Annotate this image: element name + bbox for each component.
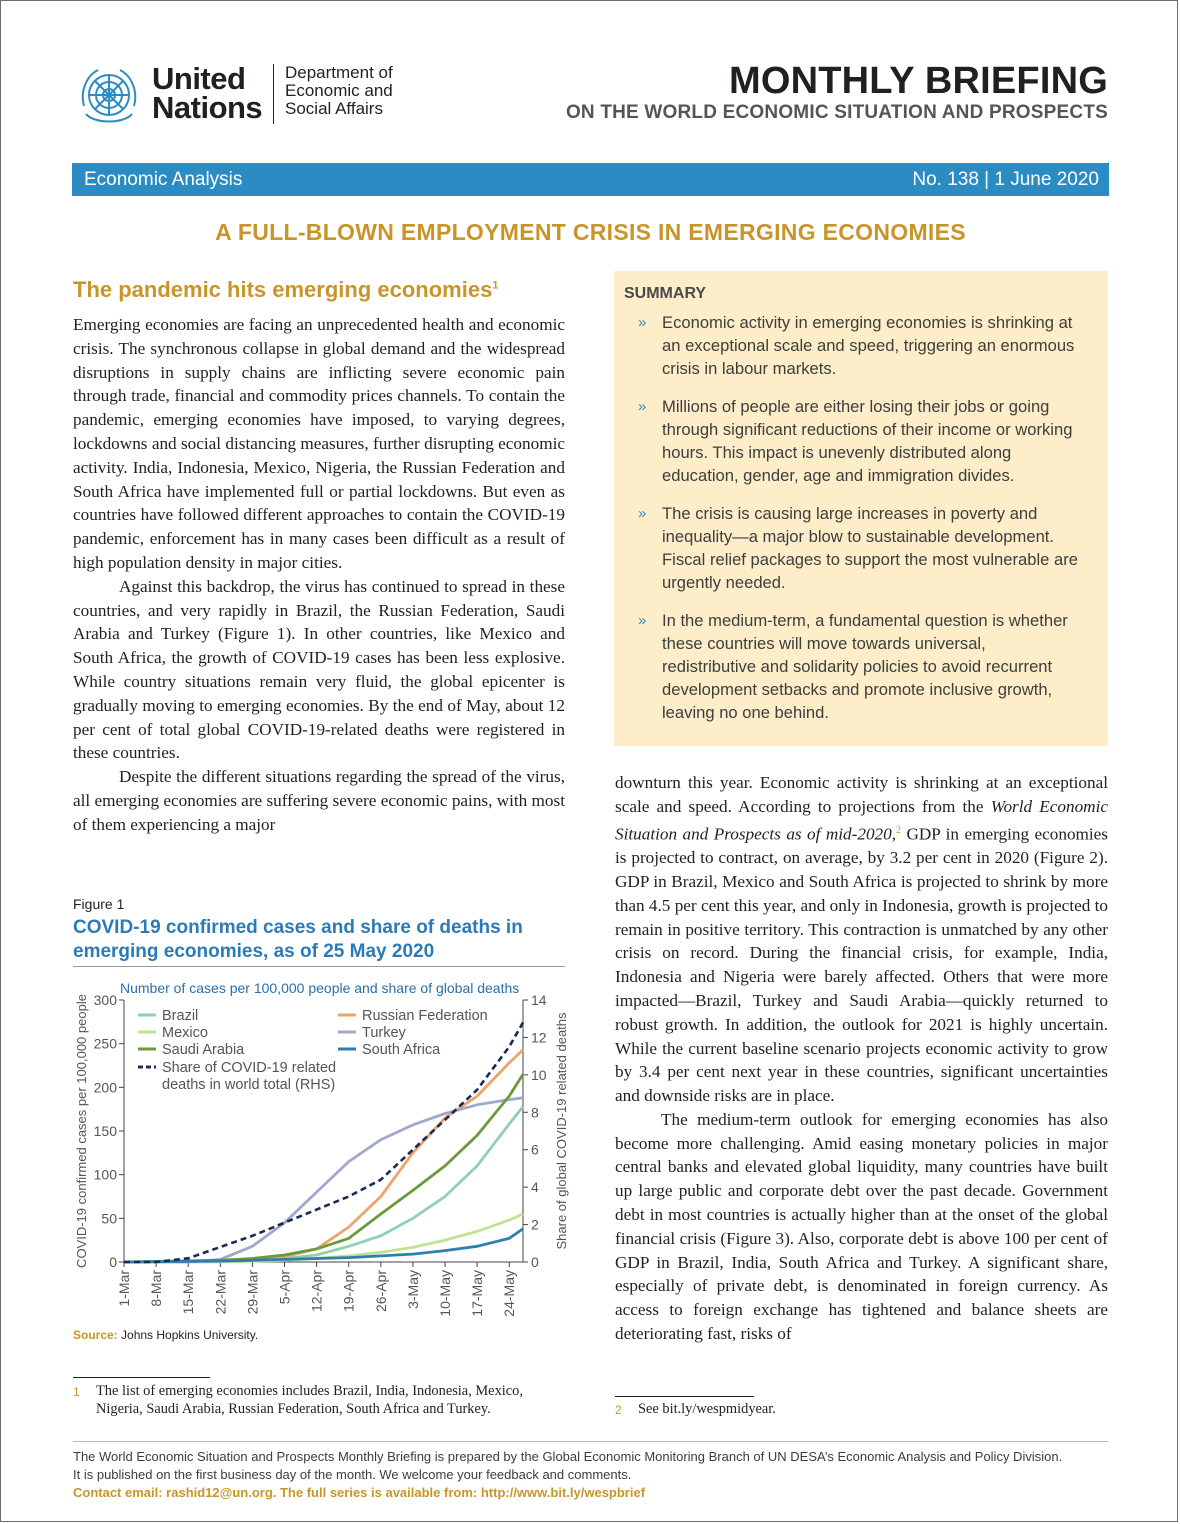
chart-title: Number of cases per 100,000 people and share of global deaths (120, 980, 520, 996)
summary-item-text: In the medium-term, a fundamental question is whether these countries will move towards universal, redistributive and solidarity policies to avoid recurrent development setbacks and promote inclusive growth, leaving no one behind. (662, 611, 1068, 722)
footer (73, 1448, 1123, 1502)
x-tick-label: 17-May (469, 1270, 486, 1317)
summary-item (638, 395, 1078, 487)
chevron-icon: » (638, 398, 647, 415)
source-label: Source: (73, 1328, 118, 1342)
footnote-1 (73, 1382, 565, 1418)
org-name-line2: Nations (152, 90, 263, 125)
y-tick-label: 250 (93, 1035, 117, 1052)
footnote-rule-1 (73, 1377, 210, 1378)
y-tick-label: 50 (101, 1210, 117, 1227)
issue-bar (72, 163, 1109, 196)
briefing-title: MONTHLY BRIEFING (728, 60, 1108, 102)
paragraph-3: Despite the different situations regarding the spread of the virus, all emerging economies are suffering severe economic pains, with most of them experiencing a major (73, 767, 565, 834)
summary-item-text: The crisis is causing large increases in poverty and inequality—a major blow to sustainable development. Fiscal relief packages to support the most vulnerable are urgently needed. (662, 504, 1078, 592)
y2-tick-label: 10 (531, 1066, 547, 1083)
y-tick-label: 300 (93, 992, 117, 1008)
x-tick-label: 10-May (437, 1270, 454, 1317)
series-line-share-of-covid-19-related-deaths-in-world-total-rhs- (124, 1023, 523, 1263)
y2-tick-label: 0 (531, 1254, 539, 1270)
summary-heading: SUMMARY (624, 285, 707, 302)
figure-label: Figure 1 (73, 896, 125, 912)
summary-box (614, 271, 1108, 746)
y-tick-label: 100 (93, 1166, 117, 1183)
summary-item (638, 502, 1078, 594)
x-tick-label: 8-Mar (148, 1270, 165, 1307)
y-axis-label: COVID-19 confirmed cases per 100,000 people (74, 994, 89, 1268)
footnote-rule-2 (615, 1396, 754, 1397)
footnote-2-text: See bit.ly/wespmidyear. (638, 1401, 776, 1417)
section-heading-note: 1 (492, 279, 499, 292)
category-label: Economic Analysis (84, 169, 243, 190)
y2-tick-label: 2 (531, 1216, 539, 1233)
paragraph-1: Emerging economies are facing an unprecedented health and economic crisis. The synchronous collapse in global demand and the widespread disruptions in supply chains are inflicting severe economic pain through trade, financial and commodity prices channels. To contain the pandemic, emerging economies have imposed, to varying degrees, lockdowns and social distancing measures, further disrupting economic activity. India, Indonesia, Mexico, Nigeria, the Russian Federation and South Africa have implemented full or partial lockdowns. But even as countries have followed different approaches to contain the COVID-19 pandemic, enforcement has in many cases been difficult as a result of high population density in major cities. (73, 315, 565, 572)
section-heading-text: The pandemic hits emerging economies (73, 277, 493, 302)
chevron-icon: » (638, 505, 647, 522)
footnote-1-text: The list of emerging economies includes Brazil, India, Indonesia, Mexico, Nigeria, Saudi Arabia, Russian Federation, South Africa and Turkey. (96, 1383, 523, 1417)
paragraph-4 (615, 771, 1108, 1108)
footer-line-2: It is published on the first business day of the month. We welcome your feedback and comments. (73, 1467, 632, 1482)
left-text-column (73, 313, 565, 837)
footnote-2 (615, 1400, 1107, 1418)
legend-label: Share of COVID-19 related deaths in world total (RHS) (162, 1060, 337, 1093)
paragraph-4-part-a: downturn this year. Economic activity is shrinking at an exceptional scale and speed. According to projections from the (615, 773, 1108, 816)
issue-number: No. 138 | 1 June 2020 (912, 169, 1099, 190)
briefing-subtitle: ON THE WORLD ECONOMIC SITUATION AND PROSPECTS (565, 102, 1108, 123)
footer-rule (73, 1441, 1108, 1442)
header-divider (273, 64, 274, 124)
x-tick-label: 24-May (501, 1270, 518, 1317)
chevron-icon: » (638, 314, 647, 331)
legend-label: Turkey (362, 1025, 406, 1041)
series-line-mexico (124, 1214, 523, 1262)
legend-label: Saudi Arabia (162, 1042, 245, 1058)
y-tick-label: 150 (93, 1123, 117, 1139)
org-name (152, 61, 263, 125)
source-text: Johns Hopkins University. (117, 1328, 259, 1342)
y-tick-label: 200 (93, 1079, 117, 1096)
y2-tick-label: 4 (531, 1179, 539, 1196)
department-name (285, 64, 393, 118)
y2-axis-label: Share of global COVID-19 related deaths (554, 1012, 569, 1250)
legend-label: Russian Federation (362, 1008, 488, 1024)
summary-item (638, 311, 1078, 380)
legend-label: Brazil (162, 1008, 199, 1024)
x-tick-label: 3-May (404, 1270, 421, 1309)
un-emblem-icon (76, 64, 142, 130)
footnote-ref-2: 2 (896, 824, 902, 836)
paragraph-2: Against this backdrop, the virus has continued to spread in these countries, and very rapidly in Brazil, the Russian Federation, Saudi Arabia and Turkey (Figure 1). In other countries, like Mexico and South Africa, the growth of COVID-19 cases has been less explosive. While country situations remain very fluid, the global epicenter is gradually moving to emerging economies. By the end of May, about 12 per cent of total global COVID-19-related deaths were registered in these countries. (73, 576, 565, 763)
x-tick-label: 22-Mar (212, 1270, 229, 1315)
x-tick-label: 26-Apr (372, 1270, 389, 1313)
paragraph-4-part-b: GDP in emerging economies is projected to contract, on average, by 3.2 per cent in 2020 (Figure 2). GDP in Brazil, Mexico and South Africa is projected to shrink by more than 4.5 per cent this year, and only in Indonesia, growth is projected to remain in positive territory. This contraction is unmatched by any other crisis on record. During the financial crisis, for example, India, Indonesia and Nigeria were barely affected. Others that were more impacted—Brazil, Turkey and Saudi Arabia—quickly returned to robust growth. In addition, the outlook for 2021 is highly uncertain. While the current baseline scenario projects economic activity to grow by 3.4 per cent next year in these countries, significant uncertainties and downside risks are in place. (615, 824, 1108, 1106)
x-tick-label: 19-Apr (340, 1270, 357, 1313)
figure-title: COVID-19 confirmed cases and share of deaths in emerging economies, as of 25 May 2020 (73, 917, 523, 962)
summary-item-text: Millions of people are either losing their jobs or going through significant reductions of their income or working hours. This impact is unevenly distributed along education, gender, age and immigration divides. (662, 397, 1073, 485)
x-tick-label: 15-Mar (180, 1270, 197, 1315)
y2-tick-label: 14 (531, 992, 547, 1008)
y-tick-label: 0 (109, 1254, 117, 1270)
covid-chart (60, 972, 570, 1334)
right-text-column (615, 771, 1108, 1346)
summary-item (638, 609, 1078, 724)
org-name-line1: United (152, 61, 246, 96)
figure-rule (73, 966, 565, 967)
dept-line2: Economic and (285, 81, 393, 100)
chevron-icon: » (638, 612, 647, 629)
x-tick-label: 12-Apr (308, 1270, 325, 1313)
x-tick-label: 29-Mar (244, 1270, 261, 1315)
paragraph-5: The medium-term outlook for emerging economies has also become more challenging. Amid easing monetary policies in major central banks and elevated global liquidity, many countries have built up large public and corporate debt over the past decade. Government debt in most countries is actually higher than at the onset of the global financial crisis (Figure 3). Also, corporate debt is above 100 per cent of GDP in Brazil, India, South Africa and Turkey. A significant share, especially of private debt, is denominated in foreign currency. As access to foreign exchange has tightened and balance sheets are deteriorating fast, risks of (615, 1109, 1108, 1344)
y2-tick-label: 8 (531, 1104, 539, 1121)
y2-tick-label: 6 (531, 1141, 539, 1158)
paragraph-4-italic: World Economic Situation and Prospects as of mid-2020, (615, 796, 1108, 844)
y2-tick-label: 12 (531, 1029, 547, 1046)
section-heading (73, 277, 498, 303)
footnote-1-number: 1 (73, 1385, 80, 1399)
dept-line3: Social Affairs (285, 99, 383, 118)
main-title: A FULL-BLOWN EMPLOYMENT CRISIS IN EMERGING ECONOMIES (215, 219, 966, 245)
x-tick-label: 5-Apr (276, 1270, 293, 1305)
footer-contact[interactable]: Contact email: rashid12@un.org. The full series is available from: http://www.bit.ly/wespbrief (73, 1485, 646, 1500)
footnote-2-number: 2 (615, 1403, 622, 1417)
dept-line1: Department of (285, 63, 393, 82)
legend-label: South Africa (362, 1042, 441, 1058)
figure-source (73, 1328, 258, 1342)
legend-label: Mexico (162, 1025, 208, 1041)
x-tick-label: 1-Mar (116, 1270, 132, 1307)
footer-line-1: The World Economic Situation and Prospects Monthly Briefing is prepared by the Global Economic Monitoring Branch of UN DESA’s Economic Analysis and Policy Division. (73, 1449, 1063, 1464)
summary-item-text: Economic activity in emerging economies is shrinking at an exceptional scale and speed, triggering an enormous crisis in labour markets. (662, 313, 1075, 378)
